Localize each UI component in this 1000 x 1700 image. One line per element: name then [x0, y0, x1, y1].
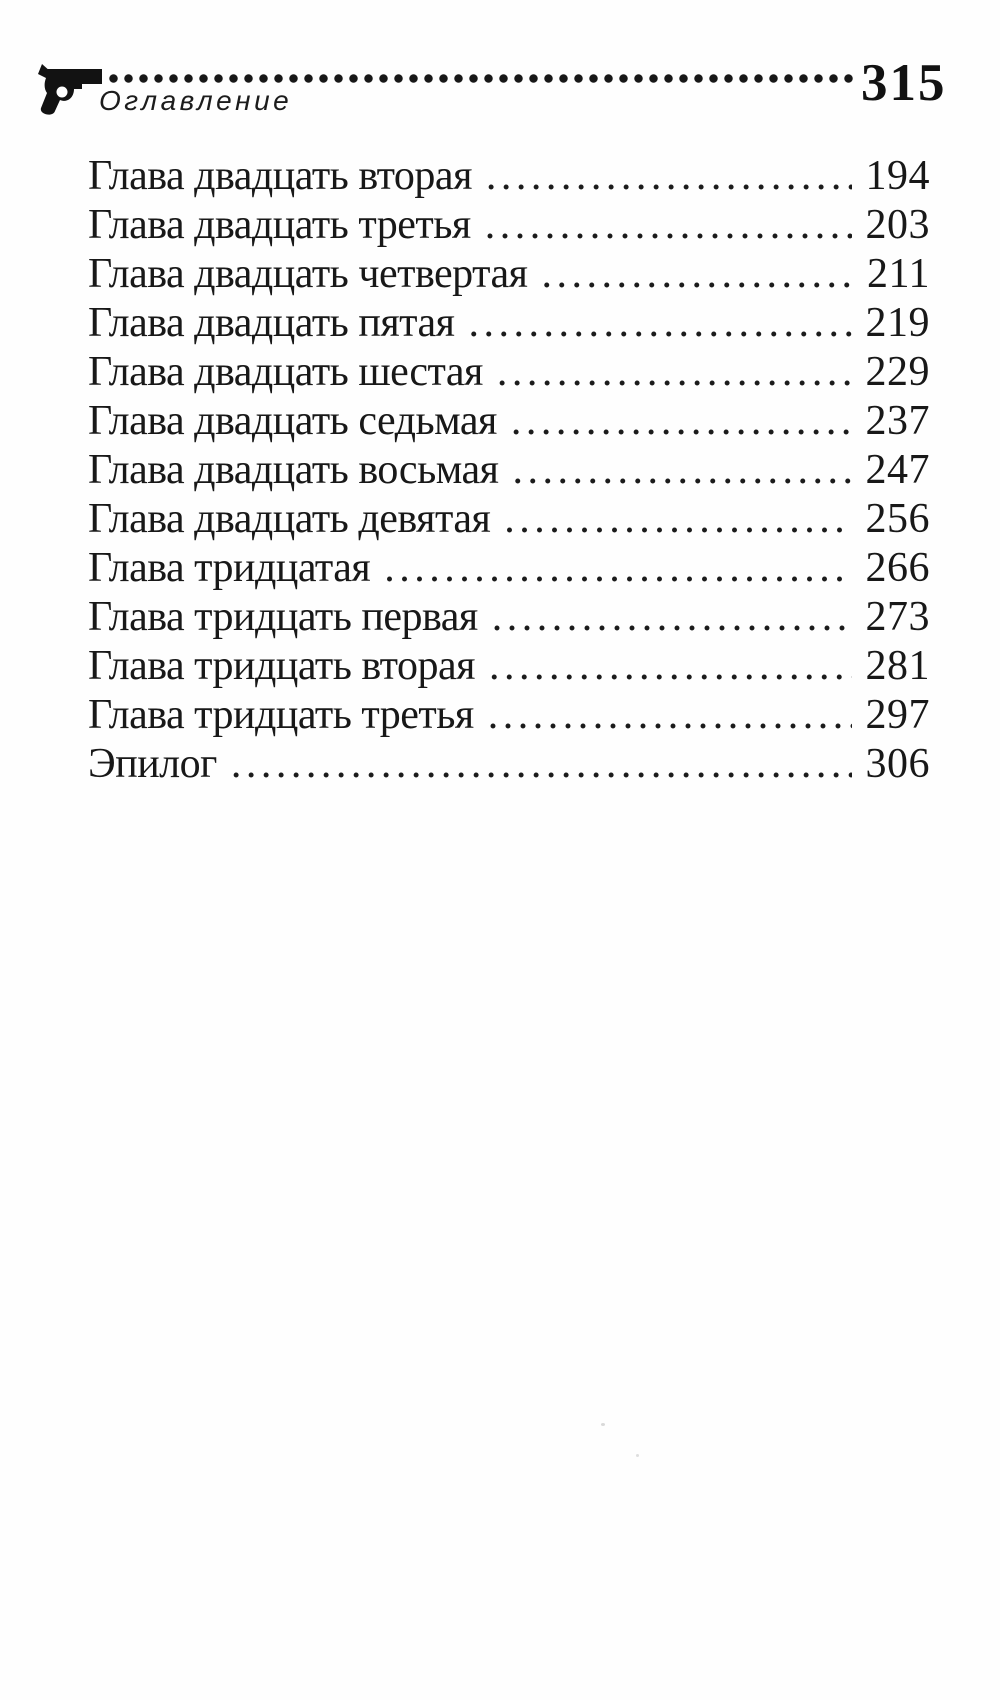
- toc-entry-page: 247: [865, 447, 930, 493]
- dot-leader: [384, 544, 851, 593]
- toc-entry-title: Глава двадцать восьмая: [88, 447, 499, 493]
- toc-entry-title: Глава двадцать девятая: [88, 496, 491, 542]
- toc-entry-title: Эпилог: [88, 741, 217, 787]
- toc-entry-page: 219: [865, 300, 930, 346]
- toc-entry-page: 281: [865, 643, 930, 689]
- toc-entry-title: Глава тридцать вторая: [88, 643, 475, 689]
- toc-entry-title: Глава двадцать третья: [88, 202, 471, 248]
- dot-leader: [485, 201, 852, 250]
- dot-leader: [512, 446, 851, 495]
- toc-entry-page: 203: [865, 202, 930, 248]
- toc-entry-title: Глава двадцать вторая: [88, 153, 472, 199]
- toc-entry-page: 194: [865, 153, 930, 199]
- toc-entry-page: 266: [865, 545, 930, 591]
- dot-leader: [511, 397, 852, 446]
- toc-entry-page: 297: [865, 692, 930, 738]
- toc-entry-title: Глава двадцать седьмая: [88, 398, 497, 444]
- toc-entry-page: 256: [865, 496, 930, 542]
- scan-speck: [636, 1454, 639, 1457]
- toc-entry-page: 273: [865, 594, 930, 640]
- page-header: [0, 0, 1000, 140]
- toc-entry: [88, 593, 930, 642]
- pistol-icon: [36, 62, 104, 116]
- toc-entry: [88, 397, 930, 446]
- toc-entry-title: Глава тридцатая: [88, 545, 371, 591]
- toc-entry: [88, 495, 930, 544]
- toc-entry-title: Глава двадцать пятая: [88, 300, 455, 346]
- toc-entry: [88, 691, 930, 740]
- toc-entry-title: Глава тридцать первая: [88, 594, 478, 640]
- toc-entry: [88, 544, 930, 593]
- dot-leader: [504, 495, 851, 544]
- dot-leader: [541, 250, 853, 299]
- toc-entry-title: Глава двадцать четвертая: [88, 251, 528, 297]
- toc-entry-page: 229: [865, 349, 930, 395]
- page-number: 315: [861, 54, 947, 112]
- toc-entry: [88, 201, 930, 250]
- toc-entry: [88, 740, 930, 789]
- toc-list: [88, 152, 930, 789]
- dot-leader: [486, 152, 852, 201]
- toc-entry-page: 211: [867, 251, 930, 297]
- section-title: Оглавление: [99, 85, 293, 116]
- toc-entry-page: 237: [865, 398, 930, 444]
- dot-leader: [488, 691, 852, 740]
- toc-entry-title: Глава тридцать третья: [88, 692, 474, 738]
- toc-entry-page: 306: [865, 741, 930, 787]
- toc-entry: [88, 446, 930, 495]
- dot-leader: [492, 593, 852, 642]
- dotted-rule: [106, 74, 854, 83]
- dot-leader: [468, 299, 851, 348]
- dot-leader: [231, 740, 852, 789]
- toc-entry-title: Глава двадцать шестая: [88, 349, 483, 395]
- dot-leader: [497, 348, 852, 397]
- dot-leader: [489, 642, 852, 691]
- toc-entry: [88, 642, 930, 691]
- toc-entry: [88, 250, 930, 299]
- toc-entry: [88, 299, 930, 348]
- toc-entry: [88, 152, 930, 201]
- toc-entry: [88, 348, 930, 397]
- scan-speck: [601, 1423, 605, 1426]
